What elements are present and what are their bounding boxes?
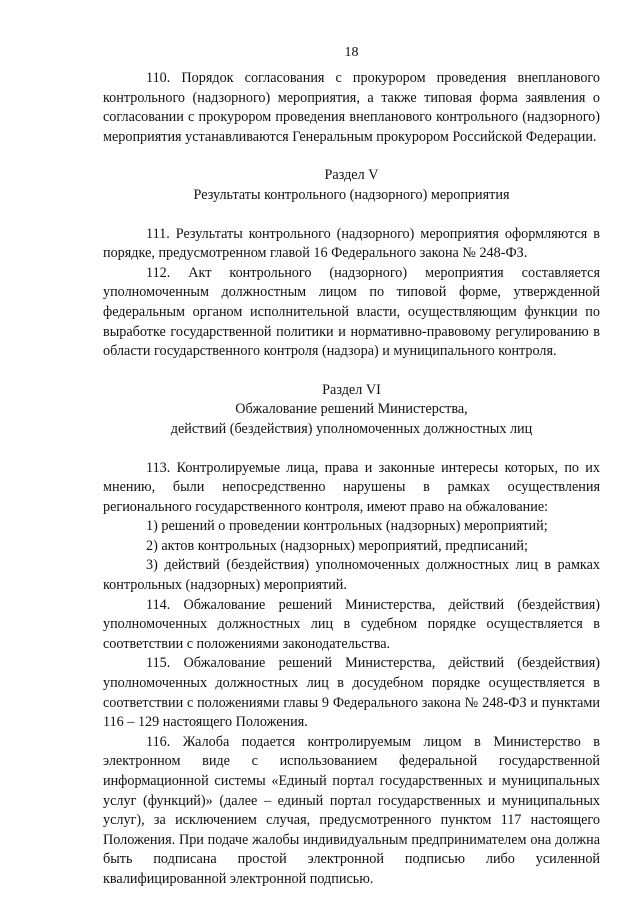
paragraph-113-item-2: 2) актов контрольных (надзорных) мероприятий, предписаний;: [146, 537, 528, 554]
section-6-title-line-1: Обжалование решений Министерства,: [235, 401, 468, 418]
document-body: [103, 69, 600, 890]
section-gap: [103, 440, 600, 459]
paragraph-113-item-1: 1) решений о проведении контрольных (надзорных) мероприятий;: [146, 518, 548, 535]
paragraph-113-item-3: 3) действий (бездействия) уполномоченных должностных лиц в рамках контрольных (надзорных) мероприятий.: [103, 557, 600, 594]
section-gap: [103, 206, 600, 225]
section-5-title: Результаты контрольного (надзорного) мероприятия: [193, 186, 510, 203]
page-number: 18: [344, 45, 359, 60]
section-gap: [103, 362, 600, 381]
paragraph-113: 113. Контролируемые лица, права и законные интересы которых, по их мнению, были непосредственно нарушены в рамках осуществления регионального государственного контроля, имеют право на обжалование:: [103, 459, 600, 515]
paragraph-110: 110. Порядок согласования с прокурором проведения внепланового контрольного (надзорного) мероприятия, а также типовая форма заявления о согласовании с прокурором проведения внепланового контрольного (надзорного) мероприятия устанавливаются Генеральным прокурором Российской Федерации.: [103, 70, 600, 145]
section-6-label: Раздел VI: [322, 381, 381, 398]
section-gap: [103, 147, 600, 166]
paragraph-116: 116. Жалоба подается контролируемым лицом в Министерство в электронном виде с использованием федеральной государственной информационной системы «Единый портал государственных и муниципальных услуг (функций)» (далее – единый портал государственных и муниципальных услуг), за исключением случая, предусмотренного пунктом 117 настоящего Положения. При подаче жалобы индивидуальным предпринимателем она должна быть подписана простой электронной подписью либо усиленной квалифицированной электронной подписью.: [103, 733, 600, 887]
paragraph-111: 111. Результаты контрольного (надзорного) мероприятия оформляются в порядке, предусмотренном главой 16 Федерального закона № 248-ФЗ.: [103, 225, 600, 262]
section-6-title-line-2: действий (бездействия) уполномоченных должностных лиц: [170, 420, 533, 437]
paragraph-112: 112. Акт контрольного (надзорного) мероприятия составляется уполномоченным должностным лицом по типовой форме, утвержденной федеральным органом исполнительной власти, осуществляющим функции по выработке государственной политики и нормативно-правовому регулированию в области государственного контроля (надзора) и муниципального контроля.: [103, 264, 600, 360]
paragraph-114: 114. Обжалование решений Министерства, действий (бездействия) уполномоченных должностных лиц в судебном порядке осуществляется в соответствии с положениями законодательства.: [103, 596, 600, 652]
paragraph-115: 115. Обжалование решений Министерства, действий (бездействия) уполномоченных должностных лиц в досудебном порядке осуществляется в соответствии с положениями главы 9 Федерального закона № 248-ФЗ и пунктами 116 – 129 настоящего Положения.: [103, 655, 600, 731]
section-5-label: Раздел V: [324, 167, 379, 184]
